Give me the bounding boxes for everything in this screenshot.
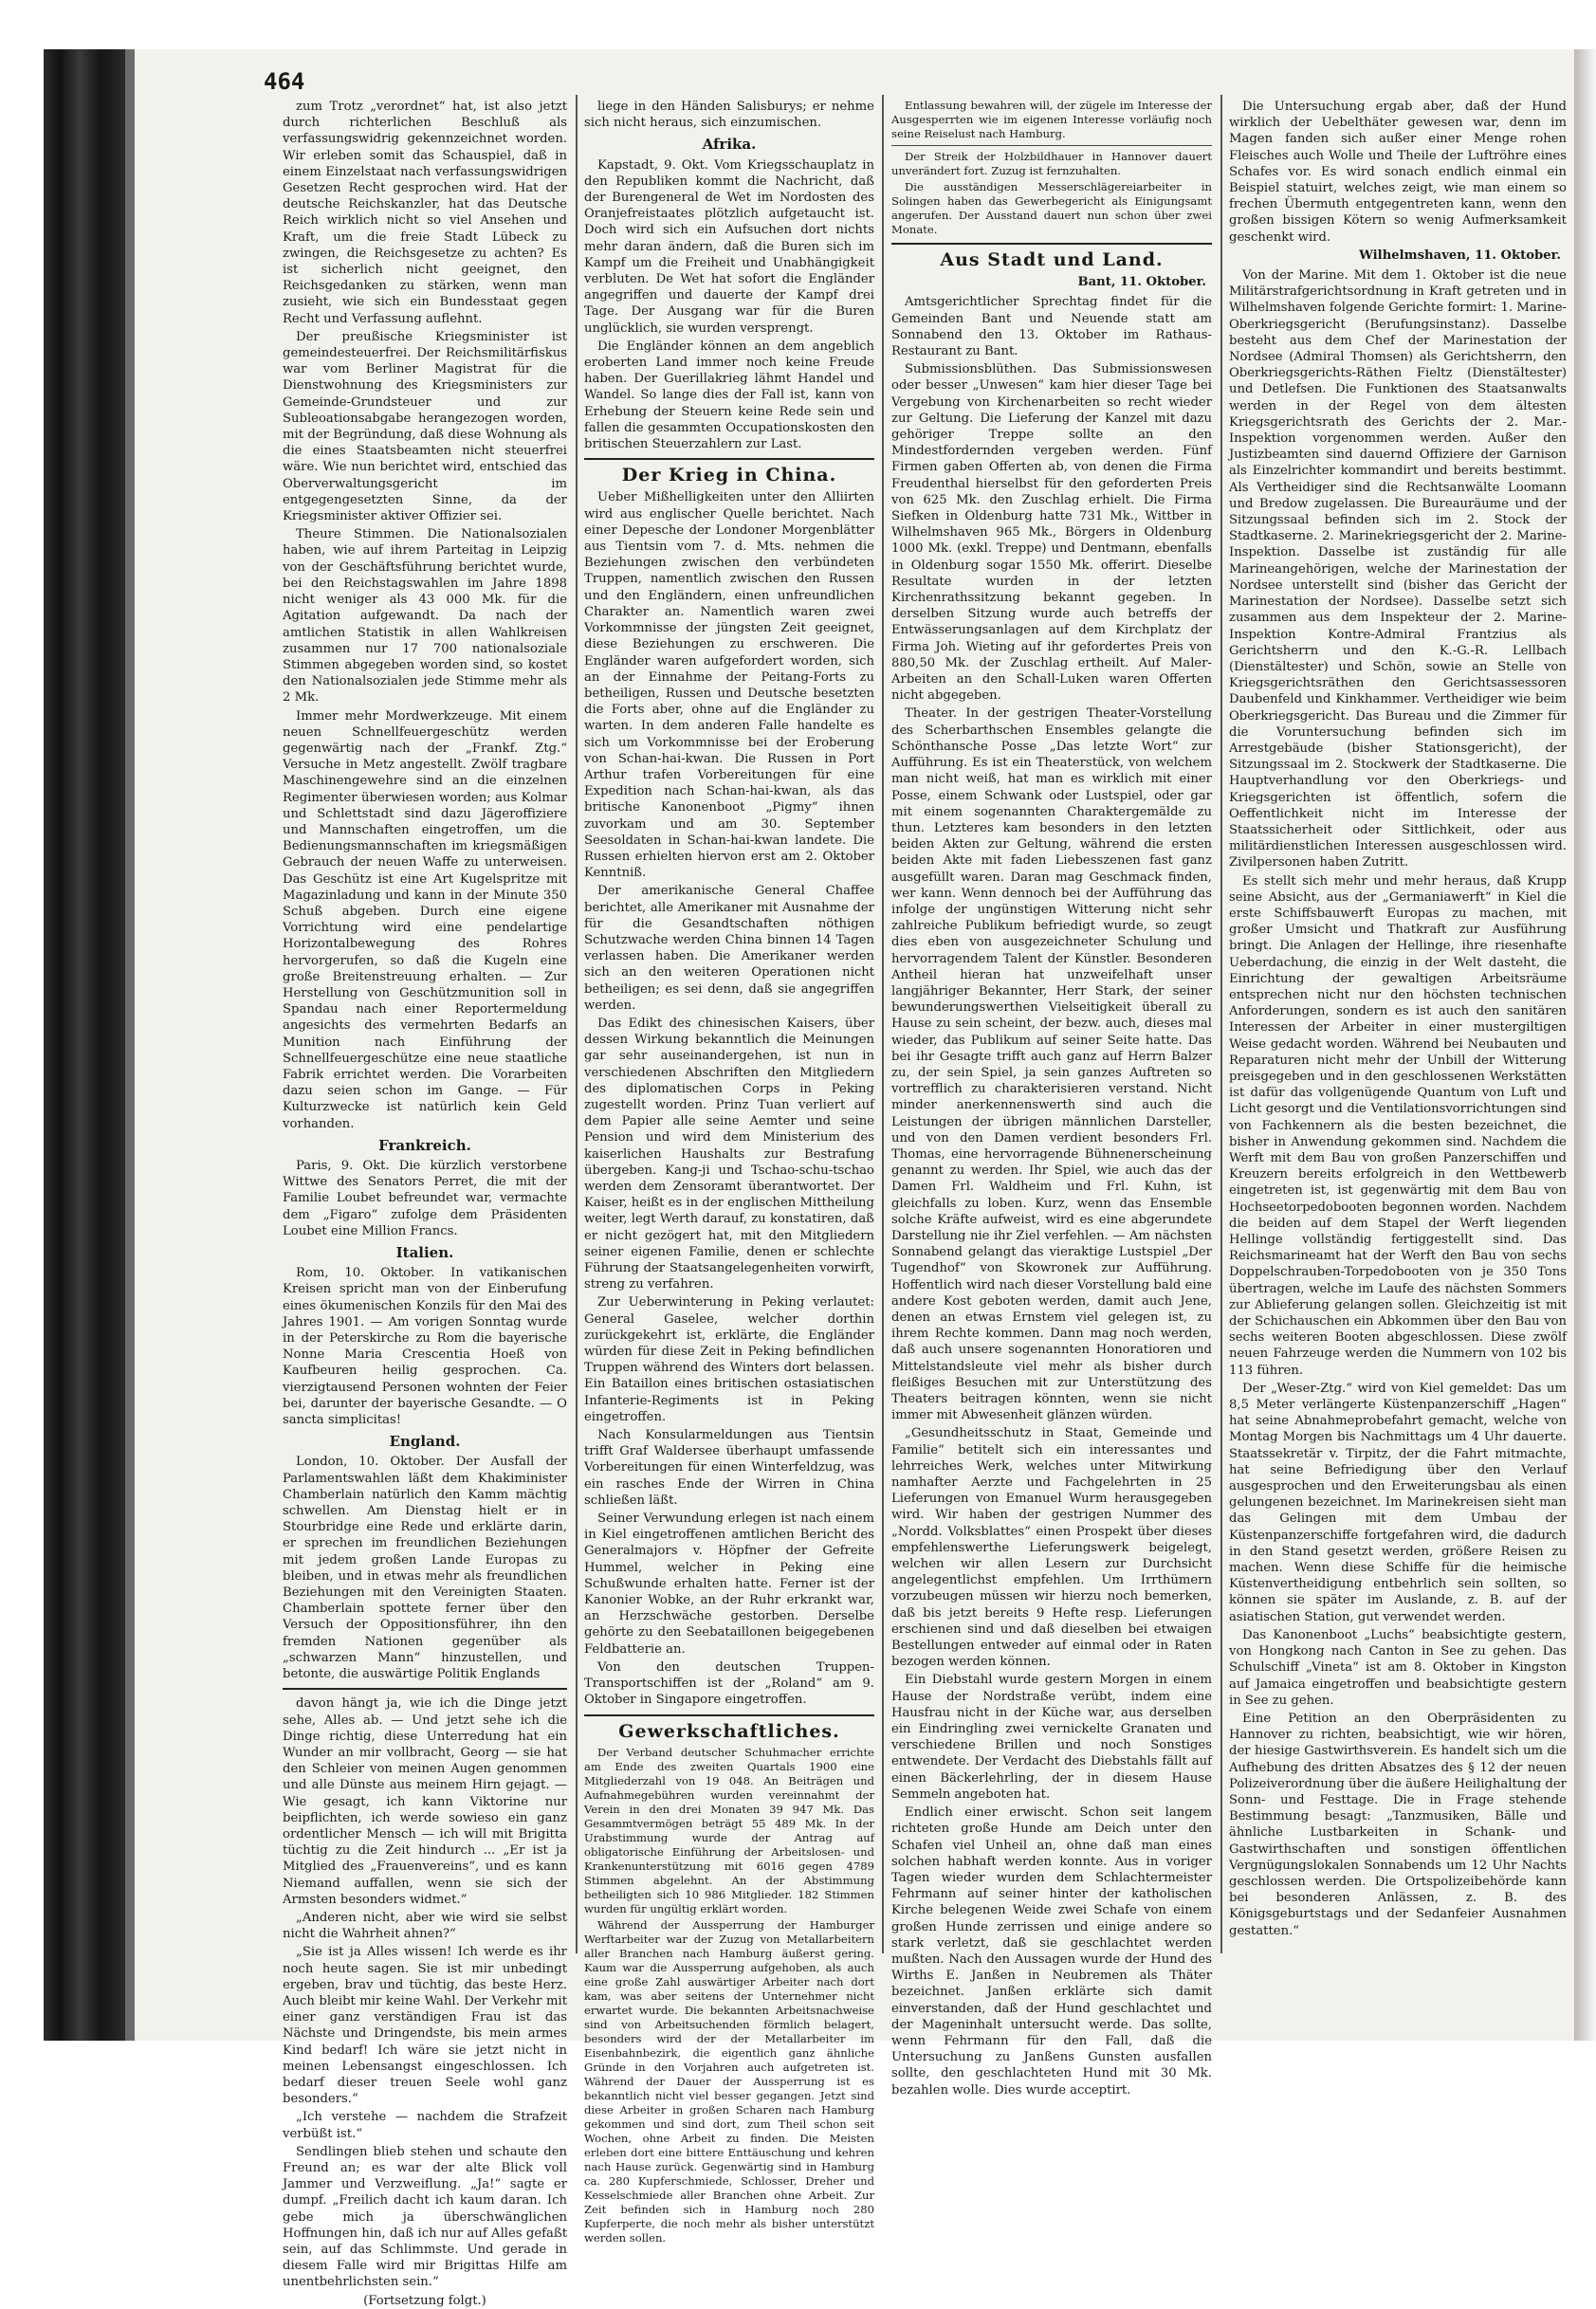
section-rule xyxy=(584,1714,874,1716)
article-paragraph: Die ausständigen Messerschlägereiarbeiter in Solingen haben das Gewerbegericht als Einigungsamt angerufen. Der Ausstand dauert nun schon über zwei Monate. xyxy=(891,180,1212,236)
article-paragraph: Entlassung bewahren will, der zügele im Interesse der Ausgesperrten wie im eigenen Interesse vorläufig noch seine Reiselust nach Hamburg. xyxy=(891,99,1212,140)
article-paragraph: Ueber Mißhelligkeiten unter den Alliirten wird aus englischer Quelle berichtet. Nach einer Depesche der Londoner Morgenblätter aus Tientsin vom 7. d. Mts. nehmen die Beziehungen zwischen den verbündeten Truppen, namentlich zwischen den Russen und den Engländern, einen unfreundlichen Charakter an. Namentlich waren zwei Vorkommnisse der jüngsten Zeit geeignet, diese Beziehungen zu erschweren. Die Engländer waren aufgefordert worden, sich an der Einnahme der Peitang-Forts zu betheiligen, Russen und Deutsche besetzten die Forts aber, ohne auf die Engländer zu warten. In dem anderen Falle handelte es sich um Vorkommnisse bei der Eroberung von Schan-hai-kwan. Die Russen in Port Arthur trafen Vorbereitungen für eine Expedition nach Schan-hai-kwan, als das britische Kanonenboot „Pigmy“ ihnen zuvorkam und am 30. September Seesoldaten in Schan-hai-kwan landete. Die Russen erhielten hiervon erst am 2. Oktober Kenntniß. xyxy=(584,490,874,881)
page-number: 464 xyxy=(264,68,305,95)
article-paragraph: Der amerikanische General Chaffee berichtet, alle Amerikaner mit Ausnahme der für die Gesandtschaften nöthigen Schutzwache werden China binnen 14 Tagen verlassen haben. Die Amerikaner werden sich an den weiteren Operationen nicht betheiligen; es sei denn, daß sie angegriffen werden. xyxy=(584,884,874,1013)
article-paragraph: Die Engländer können an dem angeblich eroberten Land immer noch keine Freude haben. Der Guerillakrieg lähmt Handel und Wandel. So lange dies der Fall ist, kann von Erhebung der Steuern keine Rede sein und fallen die gesammten Occupationskosten den britischen Steuerzahlern zur Last. xyxy=(584,339,874,452)
section-rule xyxy=(891,145,1212,146)
article-paragraph: Rom, 10. Oktober. In vatikanischen Kreisen spricht man von der Einberufung eines ökumenischen Konzils für den Mai des Jahres 1901. — Am vorigen Sonntag wurde in der Peterskirche zu Rom die bayerische Nonne Maria Crescentia Hoeß von Kaufbeuren heilig gesprochen. Ca. vierzigtausend Personen wohnten der Feier bei, darunter der bayerische Gesandte. — O sancta simplicitas! xyxy=(283,1266,567,1428)
section-heading-local-news: Aus Stadt und Land. xyxy=(940,249,1164,270)
feuilleton-paragraph: Sendlingen blieb stehen und schaute den Freund an; es war der alte Blick voll Jammer und Verzweiflung. „Ja!“ sagte er dumpf. „Freilich dacht ich kaum daran. Ich gebe mich ja überschwänglichen Hoffnungen hin, daß ich nur auf Alles gefaßt sein, auf das Schlimmste. Und gerade in diesem Falle wird mir Brigittas Hilfe am unentbehrlichsten sein.“ xyxy=(283,2144,567,2290)
spine-edge xyxy=(125,49,135,2041)
section-rule xyxy=(891,243,1212,245)
section-heading-england: England. xyxy=(389,1433,461,1451)
article-paragraph: Kapstadt, 9. Okt. Vom Kriegsschauplatz in den Republiken kommt die Nachricht, daß der Burengeneral de Wet im Nordosten des Oranjefreistaates plötzlich aufgetaucht ist. Doch wird sich ein Aufsuchen dort nichts mehr daran ändern, daß die Buren sich im Kampf um die Freiheit und Unabhängigkeit verbluten. De Wet hat sofort die Engländer angegriffen und dauerte der Kampf drei Tage. Der Ausgang war für die Buren unglücklich, sie wurden versprengt. xyxy=(584,157,874,336)
article-paragraph: Submissionsblüthen. Das Submissionswesen oder besser „Unwesen“ kam hier dieser Tage bei Vergebung von Kirchenarbeiten so recht wieder zur Geltung. Die Lieferung der Kanzel mit dazu gehöriger Treppe sollte an den Mindestfordernden vergeben werden. Fünf Firmen gaben Offerten ab, von denen die Firma Freudenthal hierselbst für den geforderten Preis von 625 Mk. den Zuschlag erhielt. Die Firma Siefken in Oldenburg hatte 731 Mk., Wittber in Wilhelmshaven 965 Mk., Börgers in Oldenburg 1000 Mk. (exkl. Treppe) und Dentmann, ebenfalls in Oldenburg sogar 1550 Mk. offerirt. Dieselbe Resultate wurden in der letzten Kirchenrathssitzung bekannt gegeben. In derselben Sitzung wurde auch betreffs der Entwässerungsanlagen auf dem Kirchplatz der Firma Joh. Wieting auf ihr gefordertes Preis von 880,50 Mk. der Zuschlag ertheilt. Auf Maler-Arbeiten an den Schall-Luken waren Offerten nicht abgegeben. xyxy=(891,362,1212,704)
article-paragraph: Der Streik der Holzbildhauer in Hannover dauert unverändert fort. Zuzug ist fernzuhalten. xyxy=(891,150,1212,177)
article-paragraph: Amtsgerichtlicher Sprechtag findet für die Gemeinden Bant und Neuende statt am Sonnabend den 13. Oktober im Rathaus-Restaurant zu Bant. xyxy=(891,295,1212,359)
article-paragraph: zum Trotz „verordnet“ hat, ist also jetzt durch richterlichen Beschluß als verfassungswidrig gekennzeichnet worden. Wir erleben somit das Schauspiel, daß in einem Einzelstaat nach verfassungswidrigen Gesetzen Recht gesprochen wird. Hat der deutsche Reichskanzler, hat das Deutsche Reich wirklich nicht so viel Ansehen und Kraft, um die freie Stadt Lübeck zu zwingen, die Reichsgesetze zu achten? Es ist sicherlich nicht geeignet, den Reichsgedanken zu stärken, wenn man zusieht, wie sich ein Bundesstaat gegen Recht und Verfassung auflehnt. xyxy=(283,100,567,326)
article-paragraph: Von den deutschen Truppen-Transportschiffen ist der „Roland“ am 9. Oktober in Singapore eingetroffen. xyxy=(584,1659,874,1708)
feuilleton-paragraph: „Sie ist ja Alles wissen! Ich werde es ihr noch heute sagen. Sie ist mir unbedingt ergeben, brav und tüchtig, das beste Herz. Auch bleibt mir keine Wahl. Der Verkehr mit einer ganz verständigen Frau ist das Nächste und Dringendste, bis mein armes Kind bedarf! Ich wäre sie jetzt nicht in meinen Lebensangst eingeschlossen. Ich bedarf dieser treuen Seele wohl ganz besonders.“ xyxy=(283,1945,567,2107)
article-paragraph: Endlich einer erwischt. Schon seit langem richteten große Hunde am Deich unter den Schafen viel Unheil an, ohne daß man eines solchen habhaft werden konnte. Aus in voriger Tagen wieder wurden dem Schlachtermeister Fehrmann auf seiner hinter der katholischen Kirche belegenen Weide zwei Schafe von einem großen Hunde zerrissen und einige andere so stark verletzt, daß sie geschlachtet werden mußten. Nach den Aussagen wurde der Hund des Wirths E. Janßen in Neubremen als Thäter bezeichnet. Janßen erklärte sich damit einverstanden, daß der Hund geschlachtet und der Mageninhalt untersucht werde. Das sollte, wenn Fehrmann für den Fall, daß die Untersuchung zu Janßens Gunsten ausfallen sollte, den geschlachteten Hund mit 30 Mk. bezahlen wolle. Dies wurde acceptirt. xyxy=(891,1805,1212,2098)
scan-margin xyxy=(0,0,44,2066)
article-paragraph: Der preußische Kriegsminister ist gemeindesteuerfrei. Der Reichsmilitärfiskus war vom Berliner Magistrat für die Dienstwohnung des Kriegsministers zur Gemeinde-Grundsteuer und zur Subleoationsabgabe herangezogen worden, mit der Begründung, daß diese Wohnung als die eines Staatsbeamten nicht steuerfrei wäre. Wie nun berichtet wird, entschied das Oberverwaltungsgericht im entgegengesetzten Sinne, da der Kriegsminister aktiver Offizier sei. xyxy=(283,329,567,524)
section-heading-unions: Gewerkschaftliches. xyxy=(618,1720,840,1742)
article-paragraph: Eine Petition an den Oberpräsidenten zu Hannover zu richten, beabsichtigt, wie wir hören, der hiesige Gastwirthsverein. Es handelt sich um die Aufhebung des dritten Absatzes des § 12 der neuen Polizeiverordnung über die äußere Heilighaltung der Sonn- und Festtage. Die in Frage stehende Bestimmung besagt: „Tanzmusiken, Bälle und ähnliche Lustbarkeiten in Schank- und Gastwirthschaften und sonstigen öffentlichen Vergnügungslokalen Sonnabends um 12 Uhr Nachts geschlossen werden. Die Ortspolizeibehörde kann bei besonderen Anlässen, z. B. des Königsgeburtstags und der Sedanfeier Ausnahmen gestatten.“ xyxy=(1229,1711,1567,1938)
column-4 xyxy=(1229,99,1567,1957)
section-heading-france: Frankreich. xyxy=(378,1136,471,1154)
article-paragraph: liege in den Händen Salisburys; er nehme sich nicht heraus, sich einzumischen. xyxy=(584,100,874,131)
column-1 xyxy=(283,99,567,2308)
article-paragraph: London, 10. Oktober. Der Ausfall der Parlamentswahlen läßt dem Khakiminister Chamberlain natürlich den Kamm mächtig schwellen. Am Dienstag hielt er in Stourbridge eine Rede und erklärte darin, er sprechen im freundlichen Beziehungen mit jedem großen Lande Europas zu bleiben, und in etwas mehr als freundlichen Beziehungen mit den Vereinigten Staaten. Chamberlain spottete ferner über den Versuch der Oppositionsführer, ihn den fremden Nationen gegenüber als „schwarzen Mann“ hinzustellen, und betonte, die auswärtige Politik Englands xyxy=(283,1455,567,1682)
column-2 xyxy=(584,99,874,2245)
column-3 xyxy=(891,99,1212,2098)
continuation-note: (Fortsetzung folgt.) xyxy=(363,2293,486,2308)
article-paragraph: Ein Diebstahl wurde gestern Morgen in einem Hause der Nordstraße verübt, indem eine Hausfrau nicht in der Küche war, aus derselben ein Eindringling zwei vernickelte Granaten und verschiedene Brillen und noch Sonstiges entwendete. Der Verdacht des Diebstahls fällt auf einen Bäckerlehrling, der in diesem Hause Semmeln angeboten hat. xyxy=(891,1673,1212,1802)
column-divider xyxy=(882,95,884,1953)
article-paragraph: Zur Ueberwinterung in Peking verlautet: General Gaselee, welcher dorthin zurückgekehrt ist, erklärte, die Engländer würden für diese Zeit in Peking befindlichen Truppen während des Winters dort belassen. Ein Bataillon eines britischen ostasiatischen Infanterie-Regiments ist in Peking eingetroffen. xyxy=(584,1295,874,1424)
article-paragraph: Das Kanonenboot „Luchs“ beabsichtigte gestern, von Hongkong nach Canton in See zu gehen. Das Schulschiff „Vineta“ ist am 8. Oktober in Kingston auf Jamaica eingetroffen und beabsichtigte gestern in See zu gehen. xyxy=(1229,1627,1567,1708)
article-paragraph: Während der Aussperrung der Hamburger Werftarbeiter war der Zuzug von Metallarbeitern aller Branchen nach Hamburg äußerst gering. Kaum war die Aussperrung aufgehoben, als auch eine große Zahl auswärtiger Arbeiter nach dort kam, was aber seitens der Unternehmer nicht erwartet wurde. Die bekannten Arbeitsnachweise sind von Arbeitsuchenden förmlich belagert, besonders wird der der Metallarbeiter im Eisenbahnbezirk, die eigentlich ganz ähnliche Gründe in den Vorjahren auch aufgetreten ist. Während der Dauer der Aussperrung ist es bekanntlich nicht viel besser gegangen. Jetzt sind diese Arbeiter in großen Scharen nach Hamburg gekommen und sind dort, zum Theil schon seit Wochen, ohne Arbeit zu finden. Die Meisten erleben dort eine bittere Enttäuschung und kehren nach Hause zurück. Gegenwärtig sind in Hamburg ca. 280 Kupferschmiede, Schlosser, Dreher und Kesselschmiede aller Branchen ohne Arbeit. Zur Zeit befinden sich in Hamburg noch 280 Kupferperte, die noch mehr als bisher unterstützt werden sollen. xyxy=(584,1917,874,2245)
article-paragraph: Der Verband deutscher Schuhmacher errichte am Ende des zweiten Quartals 1900 eine Mitgliederzahl von 19 048. An Beiträgen und Aufnahmegebühren wurden vereinnahmt der Verein in den drei Monaten 39 947 Mk. Das Gesammtvermögen beträgt 55 489 Mk. In der Urabstimmung wurde der Antrag auf obligatorische Einführung der Arbeitslosen- und Krankenunterstützung mit 6016 gegen 4789 Stimmen abgelehnt. An der Abstimmung betheiligten sich 10 986 Mitglieder. 182 Stimmen wurden für ungültig erklärt worden. xyxy=(584,1745,874,1915)
feuilleton-paragraph: „Ich verstehe — nachdem die Strafzeit verbüßt ist.“ xyxy=(283,2110,567,2141)
article-paragraph: Immer mehr Mordwerkzeuge. Mit einem neuen Schnellfeuergeschütz werden gegenwärtig nach der „Frankf. Ztg.“ Versuche in Metz angestellt. Zwölf tragbare Maschinengewehre sind an die einzelnen Regimenter überwiesen worden; aus Kolmar und Schlettstadt sind dazu Jägeroffiziere und Mannschaften eingetroffen, um die Bedienungsmannschaften im kriegsmäßigen Gebrauch der neuen Waffe zu unterweisen. Das Geschütz ist eine Art Kugelspritze mit Magazinladung und kann in der Minute 350 Schuß abgeben. Durch eine eigene Vorrichtung wird eine pendelartige Horizontalbewegung des Rohres hervorgerufen, so daß die Kugeln eine große Breitenstreuung erhalten. — Zur Herstellung von Geschützmunition soll in Spandau nach einer Reportermeldung angesichts des vermehrten Bedarfs an Munition nach Einführung der Schnellfeuergeschütze eine neue staatliche Fabrik errichtet werden. Die Vorarbeiten dazu seien schon im Gange. — Für Kulturzwecke ist natürlich kein Geld vorhanden. xyxy=(283,708,567,1131)
section-heading-italy: Italien. xyxy=(395,1244,454,1262)
dateline: Bant, 11. Oktober. xyxy=(1077,275,1206,290)
article-paragraph: Von der Marine. Mit dem 1. Oktober ist die neue Militärstrafgerichtsordnung in Kraft getreten und in Wilhelmshaven folgende Gerichte formirt: 1. Marine-Oberkriegsgericht (Berufungsinstanz). Dasselbe besteht aus dem Chef der Marinestation der Nordsee (Admiral Thomsen) als Gerichtsherrn, den Oberkriegsgerichts-Räthen Fieltz (Dienstältester) und Detlefsen. Die Funktionen des Staatsanwalts werden in der Regel von dem ältesten Kriegsgerichtsrath des Gerichts der 2. Mar.-Inspektion vorgenommen werden. Außer den Justizbeamten sind dauernd Offiziere der Garnison als Einzelrichter kommandirt und bereits bestimmt. Als Vertheidiger sind die Rechtsanwälte Loomann und Bredow zugelassen. Die Bureauräume und der Sitzungssaal befinden sich im 2. Stock der Stadtkaserne. 2. Marinekriegsgericht der 2. Marine-Inspektion. Dasselbe ist zuständig für alle Marineangehörigen, welche der Marinestation der Nordsee unterstellt sind (bisher das Gericht der Marinestation der Nordsee). Dasselbe setzt sich zusammen aus dem Inspekteur der 2. Marine-Inspektion Kontre-Admiral Frantzius als Gerichtsherrn und den K.-G.-R. Lellbach (Dienstältester) und Schön, sowie an Stelle von Kriegsgerichtsräthen den Gerichtsassessoren Daubenfeld und Kinkhammer. Vertheidiger wie beim Oberkriegsgericht. Das Bureau und die Zimmer für die Voruntersuchung befinden sich im Arrestgebäude (bisher Stationsgericht), der Sitzungssaal im 2. Stockwerk der Stadtkaserne. Die Hauptverhandlung vor den Oberkriegs- und Kriegsgerichten ist öffentlich, sofern die Oeffentlichkeit nicht im Interesse der Staatssicherheit oder Sittlichkeit, oder aus militärdienstlichen Interessen ausgeschlossen wird. Zivilpersonen haben Zutritt. xyxy=(1229,268,1567,870)
section-heading-africa: Afrika. xyxy=(702,136,757,154)
article-paragraph: Seiner Verwundung erlegen ist nach einem in Kiel eingetroffenen amtlichen Bericht des Generalmajors v. Höpfner der Gefreite Hummel, welcher in Peking eine Schußwunde erhalten hatte. Ferner ist der Kanonier Wobke, an der Ruhr erkrankt war, an Herzschwäche gestorben. Derselbe gehörte zu den Seebataillonen beigegebenen Feldbatterie an. xyxy=(584,1512,874,1657)
article-paragraph: Nach Konsularmeldungen aus Tientsin trifft Graf Waldersee überhaupt umfassende Vorbereitungen für einen Winterfeldzug, was ein rasches Ende der Wirren in China schließen läßt. xyxy=(584,1428,874,1508)
article-paragraph: Theater. In der gestrigen Theater-Vorstellung des Scherbarthschen Ensembles gelangte die Schönthansche Posse „Das letzte Wort“ zur Aufführung. Es ist ein Theaterstück, von welchem man nicht weiß, hat man es wirklich mit einer Posse, einem Schwank oder Lustspiel, oder gar mit einem sogenannten Charaktergemälde zu thun. Letzteres kam besonders in den letzten beiden Akten zur Geltung, während die ersten beiden Akte mit faden Liebesszenen fast ganz ausgefüllt waren. Daran mag Geschmack finden, wer kann. Wenn dennoch bei der Aufführung das infolge der ungünstigen Witterung nicht sehr zahlreiche Publikum befriedigt wurde, so zeugt dies eben von ausgezeichneter Schulung und hervorragendem Talent der Künstler. Besonderen Antheil hieran hat unzweifelhaft unser langjähriger Bekannter, Herr Stark, der seiner bewunderungswerthen Vielseitigkeit überall zu Hause zu sein scheint, der bezw. auch, dieses mal wieder, das Publikum auf seiner Seite hatte. Das bei ihr Gesagte trifft auch ganz auf Herrn Balzer zu, der sein Spiel, ja sein ganzes Auftreten so vortrefflich zu charakterisieren verstand. Nicht minder anerkennenswerth sind auch die Leistungen der übrigen männlichen Darsteller, und von den Damen verdient besonders Frl. Thomas, eine hervorragende Bühnenerscheinung genannt zu werden. Ihr Spiel, wie auch das der Damen Frl. Waldheim und Frl. Kuhn, ist gleichfalls zu loben. Kurz, wenn das Ensemble solche Kräfte aufweist, wird es eine abgerundete Darstellung nie ihr Ziel verfehlen. — Am nächsten Sonnabend gelangt das vieraktige Lustspiel „Der Tugendhof“ von Skowronek zur Aufführung. Hoffentlich wird nach dieser Vorstellung bald eine andere Kost geboten werden, damit auch Jene, denen an etwas Ernstem viel gelegen ist, zu ihrem Rechte kommen. Dann mag noch werden, daß auch unsere sogenannten Honoratioren und Mittelstandsleute viel mehr als bisher durch fleißiges Besuchen mit zur Unterstützung des Theaters beitragen könnten, wenn sie nicht immer mit Abwesenheit glänzen würden. xyxy=(891,706,1212,1423)
dateline: Wilhelmshaven, 11. Oktober. xyxy=(1359,247,1561,263)
article-paragraph: Paris, 9. Okt. Die kürzlich verstorbene Wittwe des Senators Perret, die mit der Familie Loubet befreundet war, vermachte dem „Figaro“ zufolge dem Präsidenten Loubet eine Million Francs. xyxy=(283,1159,567,1238)
article-paragraph: Das Edikt des chinesischen Kaisers, über dessen Wirkung bekanntlich die Meinungen gar sehr auseinandergehen, ist nun in verschiedenen Abschriften den Mitgliedern des diplomatischen Corps in Peking zugestellt worden. Prinz Tuan verliert auf dem Papier alle seine Aemter und seine Pension und wird dem Ministerium des kaiserlichen Haushalts zur Bestrafung übergeben. Kang-ji und Tschao-schu-tschao werden dem Zensoramt überantwortet. Der Kaiser, heißt es in der englischen Mittheilung weiter, legt Werth darauf, zu konstatiren, daß er nicht gezögert hat, mit den Mitgliedern seiner eigenen Familie, denen er schlechte Führung der Staatsangelegenheiten vorwirft, streng zu verfahren. xyxy=(584,1016,874,1292)
column-divider xyxy=(576,95,578,1953)
feuilleton-rule xyxy=(283,1688,567,1690)
column-divider xyxy=(1220,95,1222,1953)
article-paragraph: Der „Weser-Ztg.“ wird von Kiel gemeldet: Das um 8,5 Meter verlängerte Küstenpanzerschiff „Hagen“ hat seine Abnahmeprobefahrt gemacht, welche von Montag Morgen bis Nachmittags um 4 Uhr dauerte. Staatssekretär v. Tirpitz, der die Fahrt mitmachte, hat seine Befriedigung über den Verlauf ausgesprochen und den Erweiterungsbau als einen gelungenen bezeichnet. Im Marinekreisen sieht man das Gelingen mit dem Umbau der Küstenpanzerschiffe fortgefahren wird, die dadurch in den Stand gesetzt werden, größere Reisen zu machen. Wenn diese Schiffe für die heimische Küstenvertheidigung entbehrlich sein sollten, so können sie später im Auslande, z. B. auf der asiatischen Station, gut verwendet werden. xyxy=(1229,1381,1567,1624)
section-rule xyxy=(584,458,874,460)
feuilleton-paragraph: „Anderen nicht, aber wie wird sie selbst nicht die Wahrheit ahnen?“ xyxy=(283,1910,567,1942)
section-heading-china-war: Der Krieg in China. xyxy=(621,465,837,486)
book-spine xyxy=(44,49,125,2041)
article-paragraph: Die Untersuchung ergab aber, daß der Hund wirklich der Uebelthäter gewesen war, denn im Magen fanden sich außer einer Menge rohen Fleisches auch Wolle und Theile der Luftröhre eines Schafes vor. Es wird sonach endlich einmal ein Beispiel statuirt, welches zeigt, wie man einem so frechen Übermuth entgegentreten kann, wenn den großen bissigen Kötern so wenig Aufmerksamkeit geschenkt wird. xyxy=(1229,100,1567,245)
article-paragraph: „Gesundheitsschutz in Staat, Gemeinde und Familie“ betitelt sich ein interessantes und lehrreiches Werk, welches unter Mitwirkung namhafter Aerzte und Fachgelehrten in 25 Lieferungen von Emanuel Wurm herausgegeben wird. Wir haben der gestrigen Nummer des „Nordd. Volksblattes“ einen Prospekt über dieses empfehlenswerthe Lieferungswerk beigelegt, welchen wir allen Lesern zur Durchsicht angelegentlichst empfehlen. Um Irrthümern vorzubeugen müssen wir hierzu noch bemerken, daß bis jetzt bereits 9 Hefte resp. Lieferungen erschienen sind und daß dieselben bei etwaigen Bestellungen entweder auf einmal oder in Raten bezogen werden können. xyxy=(891,1426,1212,1670)
page-edge xyxy=(1574,49,1596,2041)
feuilleton-paragraph: davon hängt ja, wie ich die Dinge jetzt sehe, Alles ab. — Und jetzt sehe ich die Dinge richtig, diese Unterredung hat ein Wunder an mir vollbracht, Georg — sie hat den Schleier von meinen Augen genommen und alle Dünste aus meinem Hirn gejagt. — Wie gesagt, ich kann Viktorine nur beipflichten, ich werde sowieso ein ganz ordentlicher Mensch — ich will mit Brigitta tüchtig zu die Zeit hindurch ... „Er ist ja Mitglied des „Frauenvereins“, und es kann Niemand auffallen, wenn sie sich der Armsten besonders widmet.“ xyxy=(283,1696,567,1907)
article-paragraph: Es stellt sich mehr und mehr heraus, daß Krupp seine Absicht, aus der „Germaniawerft“ in Kiel die erste Schiffsbauwerft Europas zu machen, mit großer Umsicht und Thatkraft zur Ausführung bringt. Die Anlagen der Hellinge, ihre riesenhafte Ueberdachung, die einzig in der Welt dasteht, die Einrichtung der gewaltigen Arbeitsräume entsprechen nicht nur den höchsten technischen Anforderungen, sondern es ist auch den sanitären Interessen der Arbeiter in einer mustergiltigen Weise gedacht worden. Während bei Neubauten und Reparaturen nicht mehr der Unbill der Witterung preisgegeben und in den geschlossenen Werkstätten ist dafür das vollgenügende Quantum von Luft und Licht gesorgt und die Ventilationsvorrichtungen sind von Fachkennern als die besten bezeichnet, die bisher in Anwendung gekommen sind. Nachdem die Werft mit dem Bau von großen Panzerschiffen und Kreuzern bereits erfolgreich in den Wettbewerb eingetreten ist, ist gegenwärtig mit dem Bau von Hochseetorpedobooten begonnen worden. Nachdem die beiden auf dem Stapel der Werft liegenden Hellinge vollständig fertiggestellt sind. Das Reichsmarineamt hat der Werft den Bau von sechs Doppelschrauben-Torpedobooten von je 350 Tons übertragen, welche im Laufe des nächsten Sommers zur Ablieferung gelangen sollen. Gleichzeitig ist mit der Schichauschen ein Abkommen über den Bau von sechs weiteren Booten abgeschlossen. Diese zwölf neuen Fahrzeuge werden die Nummern von 102 bis 113 führen. xyxy=(1229,873,1567,1378)
article-paragraph: Theure Stimmen. Die Nationalsozialen haben, wie auf ihrem Parteitag in Leipzig von der Geschäftsführung berichtet wurde, bei den Reichstagswahlen im Jahre 1898 nicht weniger als 43 000 Mk. für die Agitation aufgewandt. Da nach der amtlichen Statistik in allen Wahlkreisen zusammen nur 17 700 nationalsoziale Stimmen abgegeben worden sind, so kostet den Nationalsozialen jede Stimme mehr als 2 Mk. xyxy=(283,527,567,706)
